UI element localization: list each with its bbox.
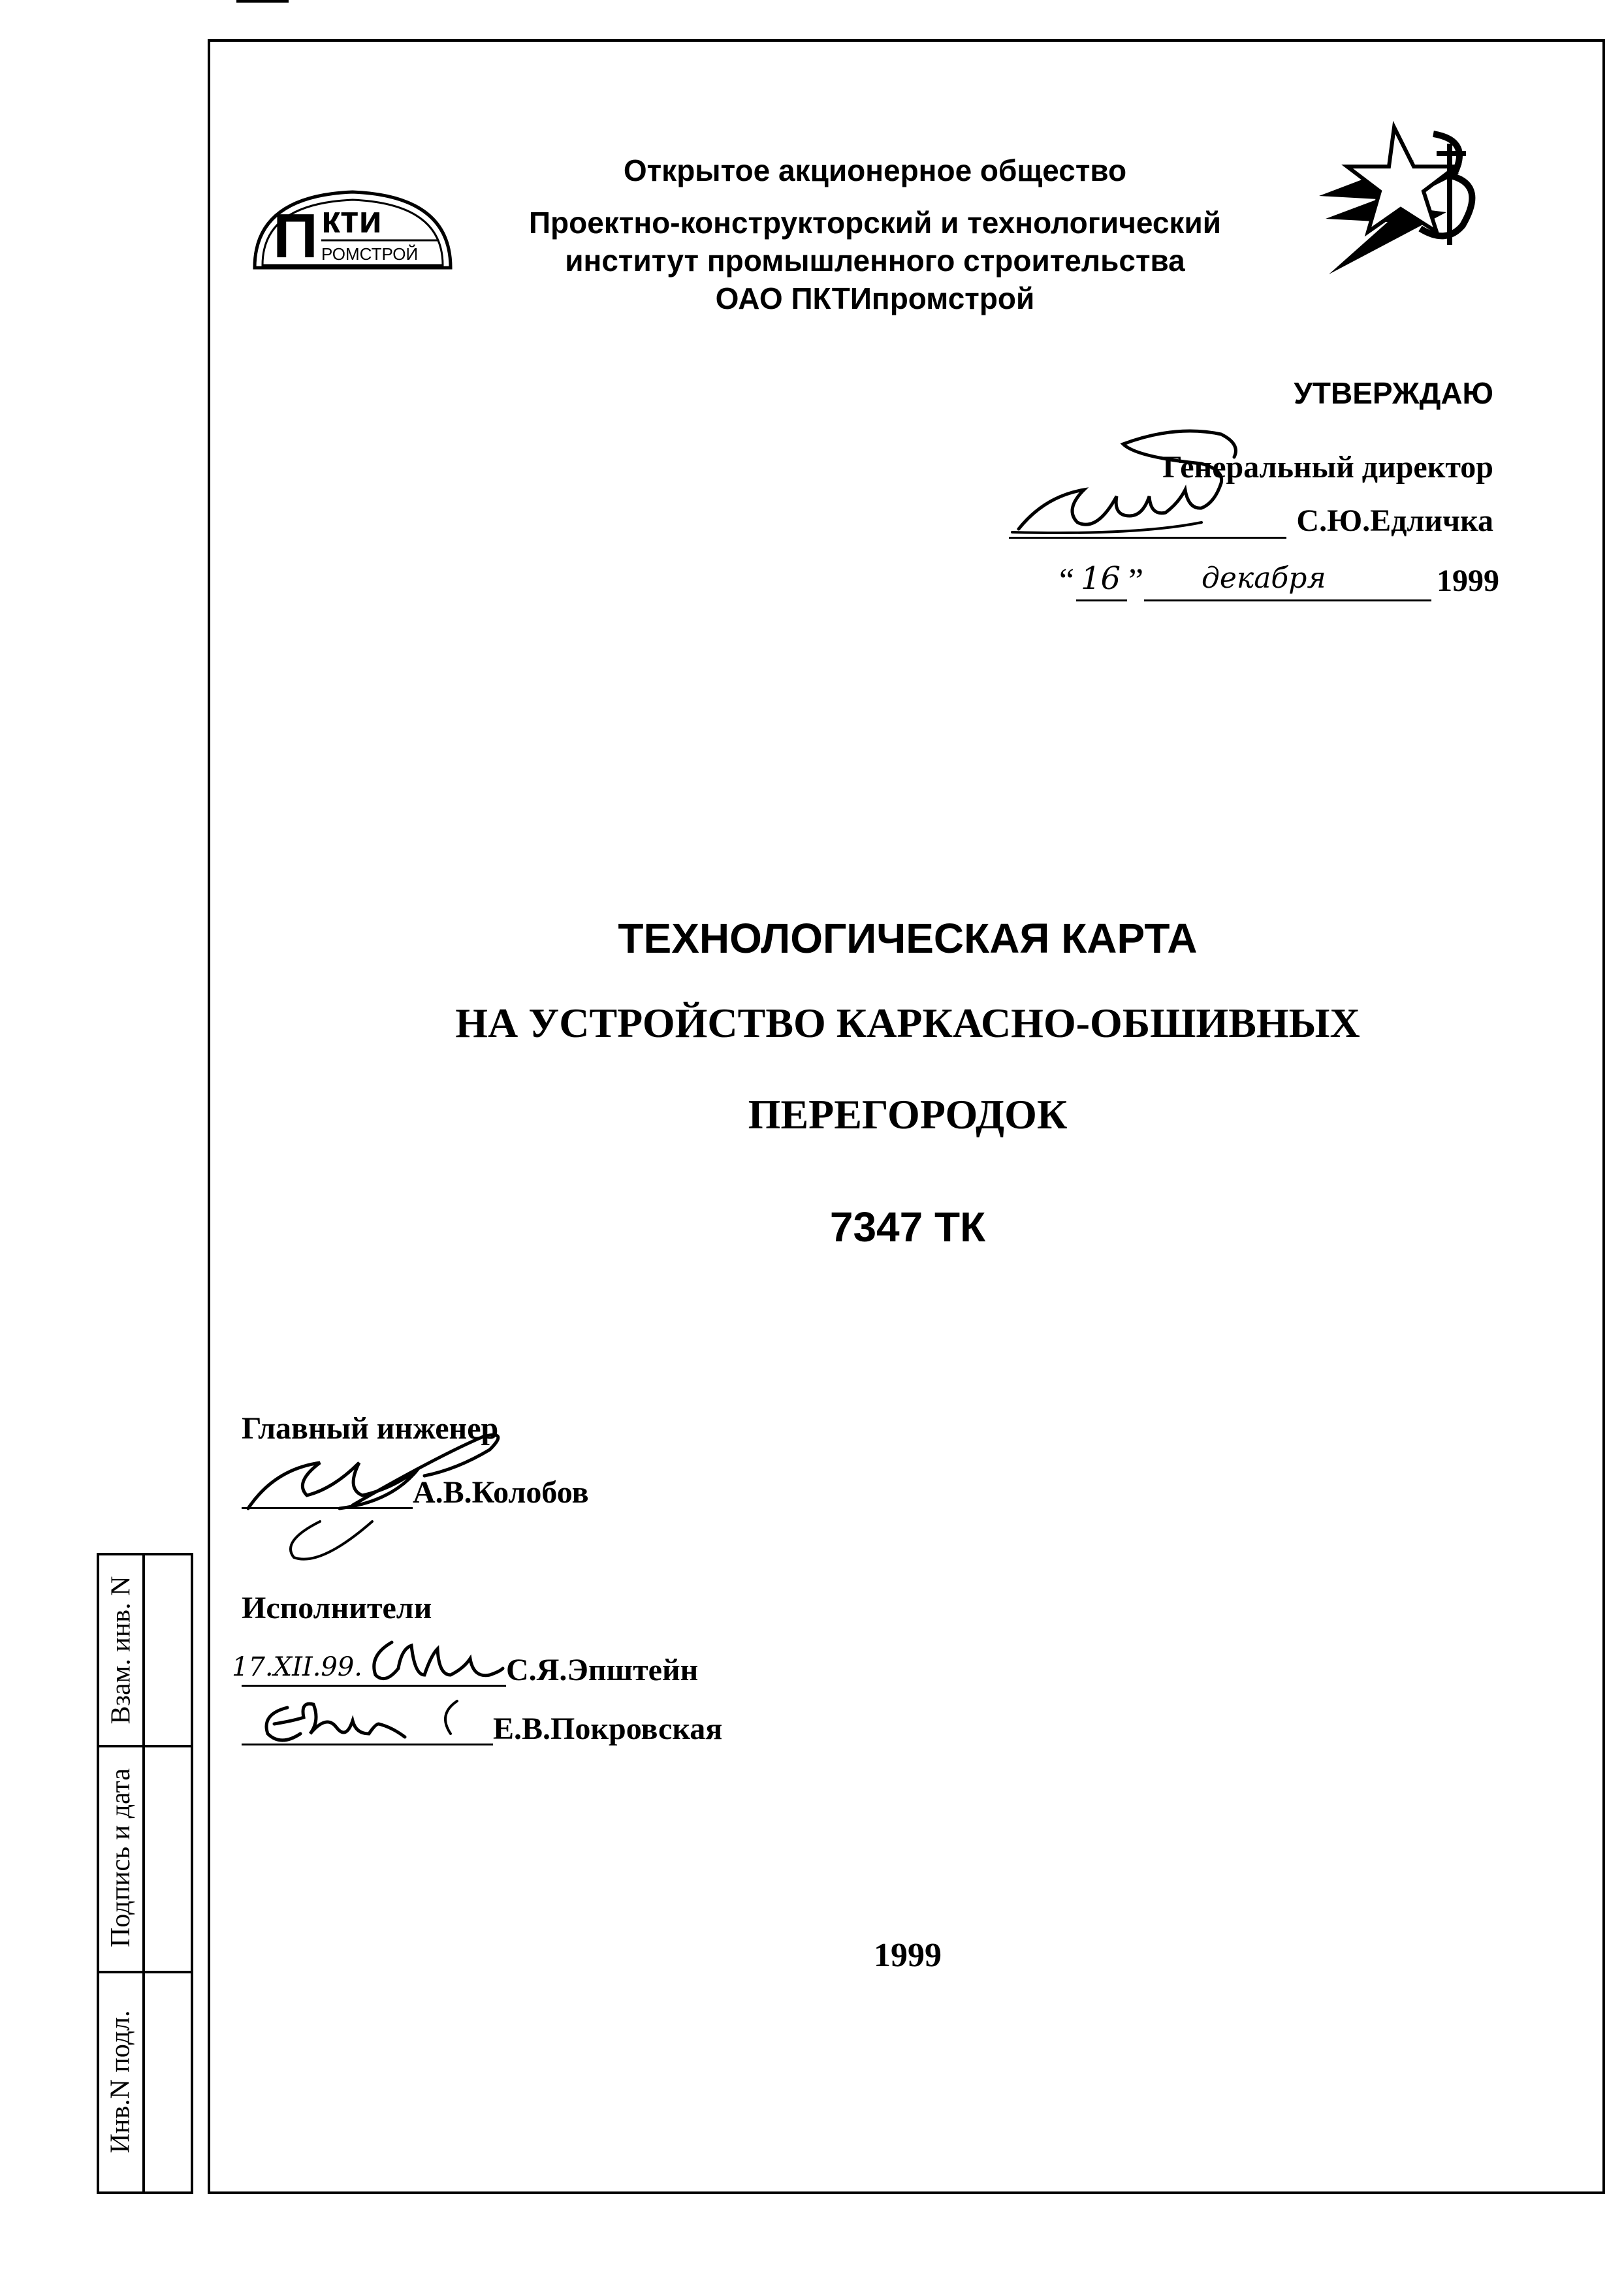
top-edge-mark (236, 0, 289, 3)
chief-engineer-name: А.В.Колобов (413, 1475, 589, 1510)
date-day-line (1076, 599, 1127, 601)
strip-column-divider (142, 1555, 145, 2191)
date-month-line (1144, 599, 1431, 601)
executors-label: Исполнители (242, 1591, 432, 1625)
date-year: 1999 (1437, 564, 1499, 598)
logo-text-bottom: РОМСТРОЙ (321, 244, 419, 264)
logo-text-top: кти (321, 199, 383, 241)
org-name-line2: институт промышленного строительства (565, 244, 1185, 278)
executor2-signature (255, 1688, 490, 1760)
executor1-date: 17.XII.99. (232, 1652, 363, 1682)
document-title-line1: ТЕХНОЛОГИЧЕСКАЯ КАРТА (618, 915, 1198, 962)
org-name-line1: Проектно-конструкторский и технологический (528, 206, 1222, 240)
strip-field-signature-date (99, 1745, 142, 1971)
approval-label: УТВЕРЖДАЮ (1294, 376, 1493, 410)
org-type: Открытое акционерное общество (623, 153, 1127, 187)
pktipromstroy-logo (248, 184, 457, 282)
document-year: 1999 (874, 1937, 942, 1974)
executor1-name: С.Я.Эпштейн (506, 1653, 699, 1687)
chief-engineer-label: Главный инженер (242, 1411, 499, 1446)
chief-engineer-signature (222, 1391, 588, 1567)
logo-letter: П (273, 201, 318, 271)
date-day: 16 (1081, 560, 1121, 597)
executor2-name: Е.В.Покровская (493, 1712, 723, 1746)
org-short-name: ОАО ПКТИпромстрой (715, 281, 1035, 315)
director-name: С.Ю.Едличка (1296, 503, 1493, 538)
strip-field-signature-date-label: Подпись и дата (106, 1768, 136, 1948)
document-title-line3: ПЕРЕГОРОДОК (748, 1091, 1068, 1138)
director-position: Генеральный директор (1162, 450, 1493, 485)
executor1-signature (366, 1629, 509, 1695)
director-signature (1006, 418, 1280, 549)
date-close-quote: ” (1128, 562, 1144, 599)
strip-field-replacement-label: Взам. инв. N (106, 1576, 136, 1725)
side-stamp-strip (97, 1553, 193, 2194)
strip-field-original-inventory (99, 1971, 142, 2193)
document-title-line2: НА УСТРОЙСТВО КАРКАСНО-ОБШИВНЫХ (455, 1000, 1360, 1046)
strip-field-original-inventory-label: Инв.N подл. (106, 2010, 136, 2154)
strip-field-replacement (99, 1555, 142, 1745)
date-month: декабря (1202, 562, 1326, 595)
star-emblem-logo (1316, 114, 1495, 278)
document-code: 7347 ТК (829, 1203, 986, 1251)
date-open-quote: “ (1059, 562, 1075, 599)
